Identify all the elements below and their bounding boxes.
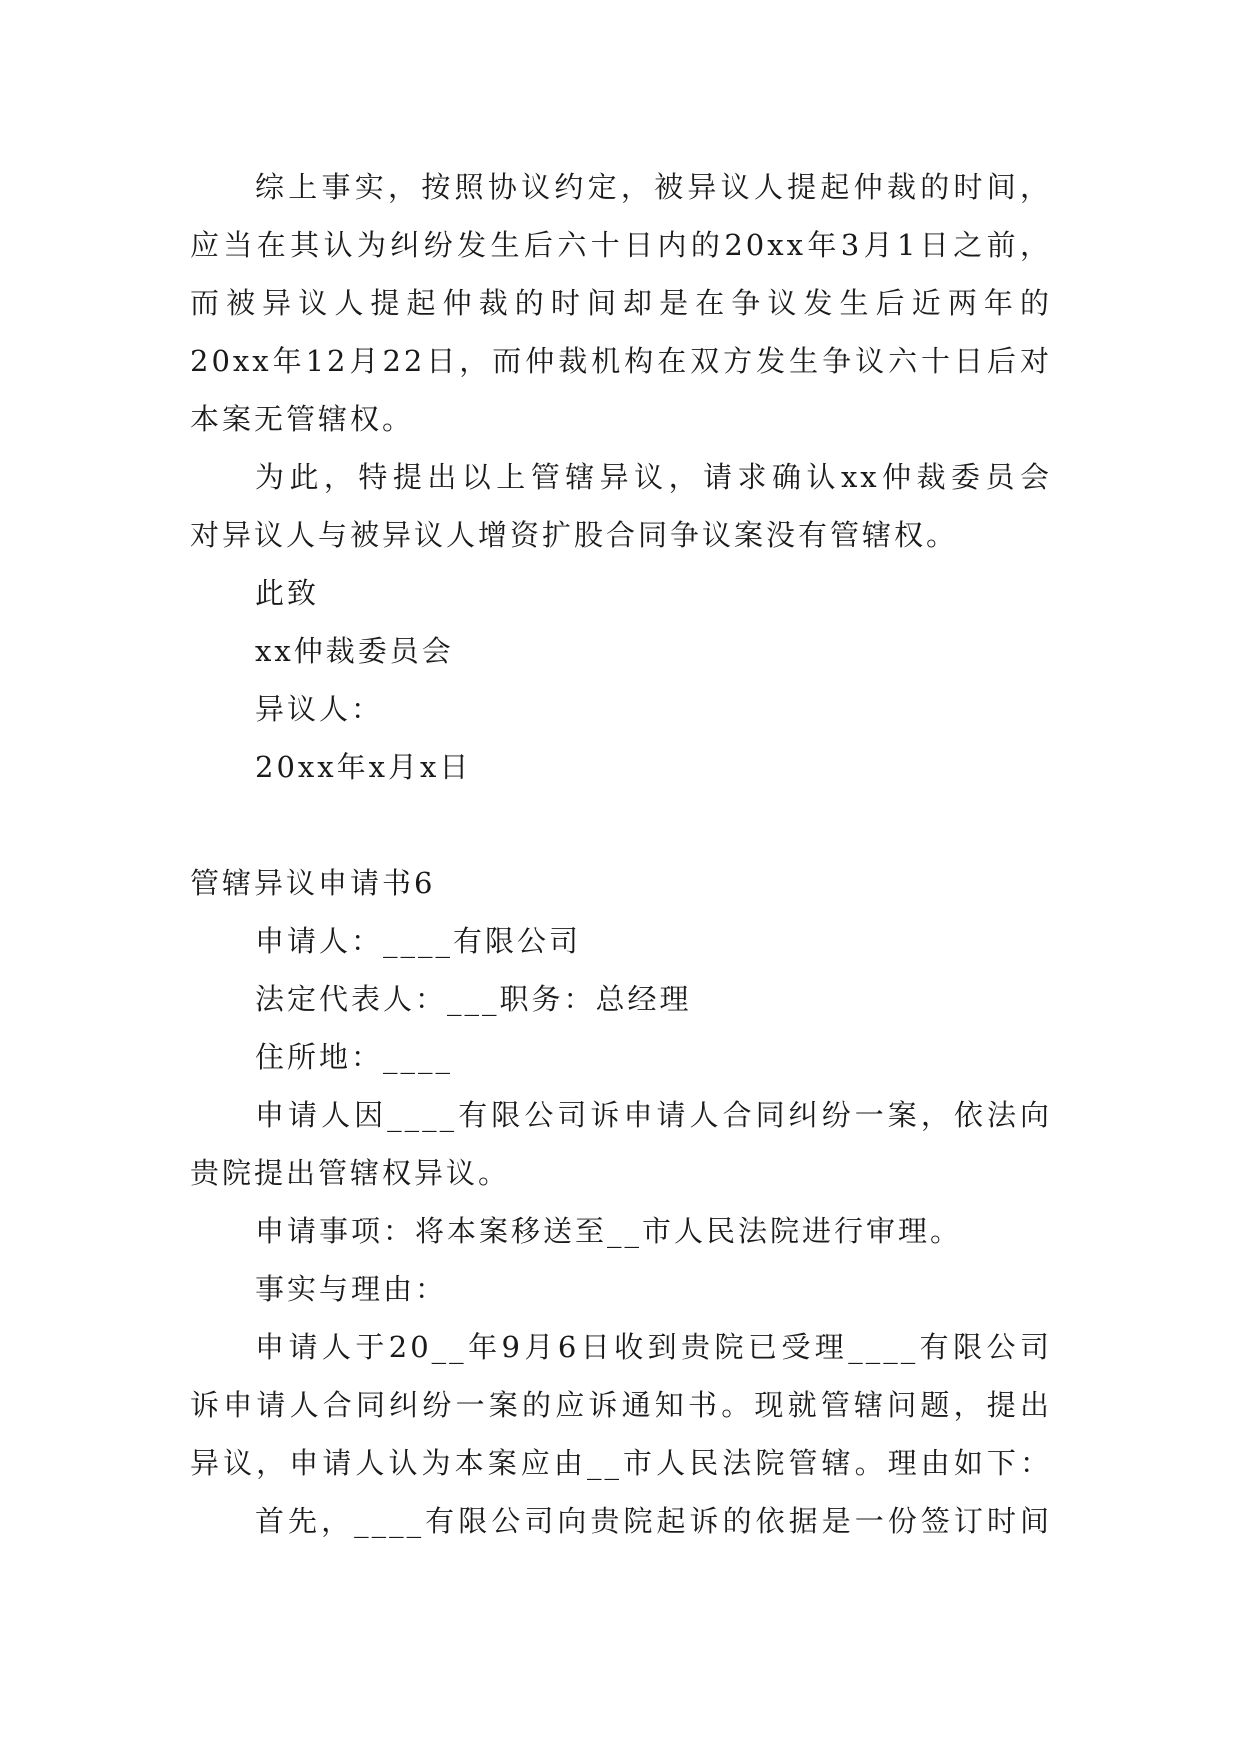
section-title: 管辖异议申请书6 [190,866,436,900]
applicant: 申请人：____有限公司 [255,924,582,958]
paragraph-line: 综上事实，按照协议约定，被异议人提起仲裁的时间， [255,170,1052,204]
paragraph-line: 申请人因____有限公司诉申请人合同纠纷一案，依法向 [255,1098,1052,1132]
paragraph-line: 对异议人与被异议人增资扩股合同争议案没有管辖权。 [190,518,959,552]
paragraph-line: 20xx年12月22日，而仲裁机构在双方发生争议六十日后对 [190,344,1052,378]
paragraph-line: 而被异议人提起仲裁的时间却是在争议发生后近两年的 [190,286,1052,320]
request-item: 申请事项：将本案移送至__市人民法院进行审理。 [255,1214,963,1248]
legal-representative: 法定代表人：___职务：总经理 [255,982,692,1016]
recipient: xx仲裁委员会 [255,634,454,668]
paragraph-line: 为此，特提出以上管辖异议，请求确认xx仲裁委员会 [255,460,1052,494]
paragraph-line: 本案无管辖权。 [190,402,415,436]
document-page [190,158,1052,1550]
address: 住所地：____ [255,1040,454,1074]
objector-label: 异议人： [255,692,384,726]
paragraph-line: 诉申请人合同纠纷一案的应诉通知书。现就管辖问题，提出 [190,1388,1052,1422]
facts-heading: 事实与理由： [255,1272,448,1306]
paragraph-line: 异议，申请人认为本案应由__市人民法院管辖。理由如下： [190,1446,1052,1480]
paragraph-line: 贵院提出管辖权异议。 [190,1156,511,1190]
paragraph-line: 应当在其认为纠纷发生后六十日内的20xx年3月1日之前， [190,228,1052,262]
section-gap [190,796,1052,854]
closing-salutation: 此致 [255,576,320,610]
paragraph-line: 首先，____有限公司向贵院起诉的依据是一份签订时间 [255,1504,1052,1538]
paragraph-line: 申请人于20__年9月6日收到贵院已受理____有限公司 [255,1330,1052,1364]
signature-date: 20xx年x月x日 [255,750,472,784]
